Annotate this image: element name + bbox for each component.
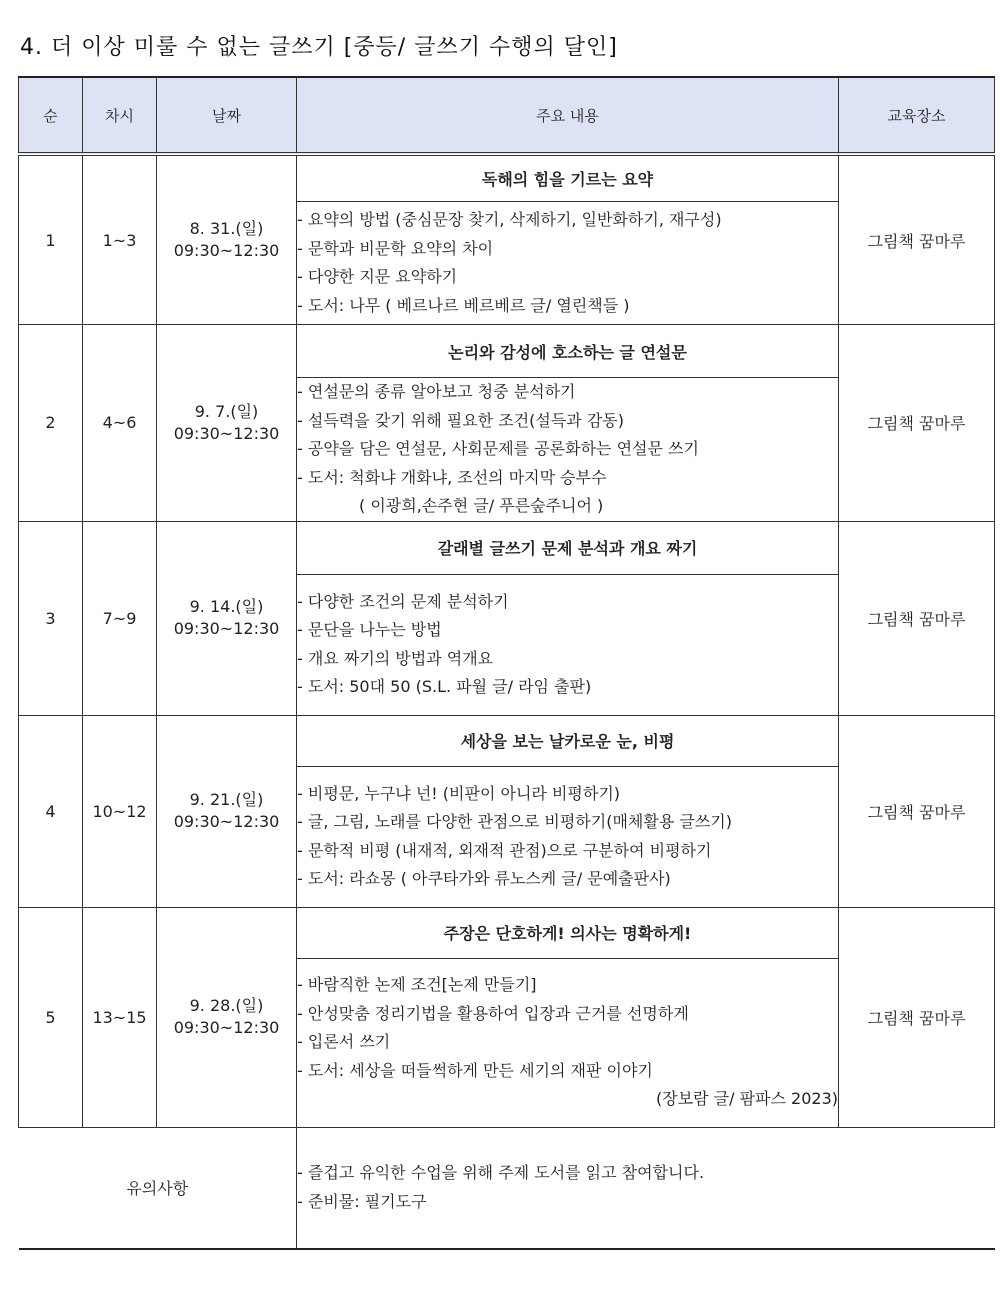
table-row [19, 907, 995, 958]
row-no: 4 [19, 715, 83, 907]
row-no: 1 [19, 154, 83, 325]
detail-item: - 문학적 비평 (내재적, 외재적 관점)으로 구분하여 비평하기 [297, 840, 712, 860]
row-date [157, 325, 297, 522]
detail-item: - 입론서 쓰기 [297, 1032, 391, 1052]
row-topic: 주장은 단호하게! 의사는 명확하게! [297, 907, 839, 958]
row-details [297, 378, 839, 522]
notes-row [19, 1127, 995, 1249]
header-content: 주요 내용 [297, 77, 839, 154]
time-text: 09:30~12:30 [173, 241, 280, 260]
row-place: 그림책 꿈마루 [839, 521, 995, 715]
notes-content [297, 1127, 995, 1249]
row-place: 그림책 꿈마루 [839, 715, 995, 907]
detail-item: - 개요 짜기의 방법과 역개요 [297, 648, 494, 668]
header-place: 교육장소 [839, 77, 995, 154]
table-row [19, 154, 995, 202]
detail-item: ( 이광희,손주현 글/ 푸른숲주니어 ) [359, 496, 604, 515]
row-session: 7~9 [83, 521, 157, 715]
time-text: 09:30~12:30 [173, 812, 280, 831]
date-text: 9. 21.(일) [189, 790, 264, 809]
detail-item: - 도서: 라쇼몽 ( 아쿠타가와 류노스케 글/ 문예출판사) [297, 869, 671, 888]
note-item: - 준비물: 필기도구 [297, 1191, 427, 1211]
detail-item: - 안성맞춤 정리기법을 활용하여 입장과 근거를 선명하게 [297, 1003, 689, 1023]
row-date [157, 154, 297, 325]
row-details [297, 202, 839, 325]
row-date [157, 907, 297, 1127]
row-session: 4~6 [83, 325, 157, 522]
time-text: 09:30~12:30 [173, 619, 280, 638]
detail-item: - 비평문, 누구냐 넌! (비판이 아니라 비평하기) [297, 783, 621, 803]
row-place: 그림책 꿈마루 [839, 154, 995, 325]
row-details [297, 766, 839, 907]
table-row [19, 325, 995, 378]
note-item: - 즐겁고 유익한 수업을 위해 주제 도서를 읽고 참여합니다. [297, 1163, 705, 1182]
row-place: 그림책 꿈마루 [839, 907, 995, 1127]
row-no: 3 [19, 521, 83, 715]
detail-item: - 요약의 방법 (중심문장 찾기, 삭제하기, 일반화하기, 재구성) [297, 210, 722, 229]
table-header-row [19, 77, 995, 154]
detail-item: - 바람직한 논제 조건[논제 만들기] [297, 975, 537, 995]
detail-item: - 문학과 비문학 요약의 차이 [297, 238, 494, 258]
header-no: 순 [19, 77, 83, 154]
row-topic: 세상을 보는 날카로운 눈, 비평 [297, 715, 839, 766]
header-date: 날짜 [157, 77, 297, 154]
schedule-table [18, 76, 995, 1250]
row-session: 13~15 [83, 907, 157, 1127]
table-row [19, 715, 995, 766]
row-place: 그림책 꿈마루 [839, 325, 995, 522]
detail-item: (장보람 글/ 팜파스 2023) [655, 1089, 838, 1109]
detail-item: - 도서: 세상을 떠들썩하게 만든 세기의 재판 이야기 [297, 1060, 653, 1080]
detail-item: - 도서: 척화냐 개화냐, 조선의 마지막 승부수 [297, 467, 607, 487]
time-text: 09:30~12:30 [173, 1018, 280, 1037]
row-details [297, 958, 839, 1127]
date-text: 9. 14.(일) [189, 597, 264, 616]
detail-item: - 다양한 조건의 문제 분석하기 [297, 591, 509, 611]
detail-item: - 도서: 나무 ( 베르나르 베르베르 글/ 열린책들 ) [297, 295, 630, 315]
row-no: 5 [19, 907, 83, 1127]
row-no: 2 [19, 325, 83, 522]
detail-item: - 글, 그림, 노래를 다양한 관점으로 비평하기(매체활용 글쓰기) [297, 812, 732, 831]
date-text: 8. 31.(일) [189, 219, 264, 238]
row-topic: 독해의 힘을 기르는 요약 [297, 154, 839, 202]
detail-item: - 공약을 담은 연설문, 사회문제를 공론화하는 연설문 쓰기 [297, 439, 699, 458]
row-topic: 갈래별 글쓰기 문제 분석과 개요 짜기 [297, 521, 839, 574]
row-topic: 논리와 감성에 호소하는 글 연설문 [297, 325, 839, 378]
date-text: 9. 7.(일) [194, 401, 259, 421]
row-details [297, 574, 839, 715]
date-text: 9. 28.(일) [189, 996, 264, 1015]
row-session: 1~3 [83, 154, 157, 325]
detail-item: - 설득력을 갖기 위해 필요한 조건(설득과 감동) [297, 410, 624, 430]
detail-item: - 도서: 50대 50 (S.L. 파월 글/ 라임 출판) [297, 677, 592, 696]
row-session: 10~12 [83, 715, 157, 907]
page-title: 4. 더 이상 미룰 수 없는 글쓰기 [중등/ 글쓰기 수행의 달인] [20, 35, 618, 60]
row-date [157, 521, 297, 715]
notes-label: 유의사항 [19, 1127, 297, 1249]
detail-item: - 다양한 지문 요약하기 [297, 267, 458, 286]
table-row [19, 521, 995, 574]
time-text: 09:30~12:30 [173, 423, 280, 443]
header-session: 차시 [83, 77, 157, 154]
detail-item: - 문단을 나누는 방법 [297, 620, 442, 639]
detail-item: - 연설문의 종류 알아보고 청중 분석하기 [297, 382, 576, 401]
row-date [157, 715, 297, 907]
